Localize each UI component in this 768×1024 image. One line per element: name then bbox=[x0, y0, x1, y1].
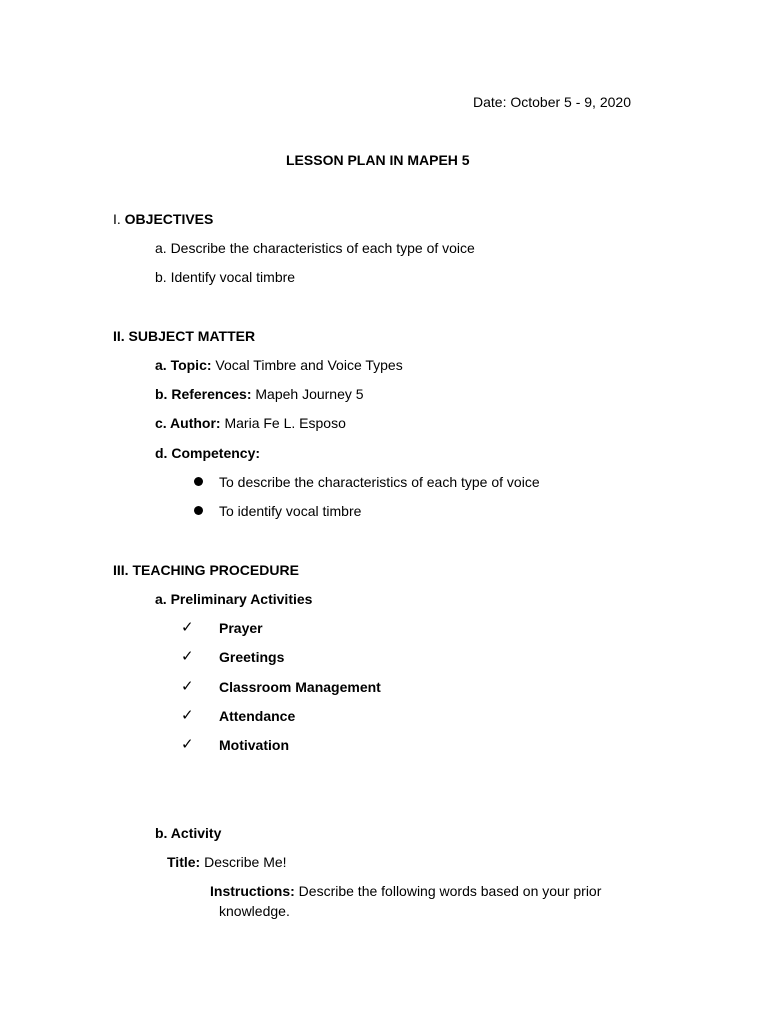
teaching-procedure-heading: III. TEACHING PROCEDURE bbox=[113, 562, 299, 578]
topic-line bbox=[155, 356, 403, 374]
instructions-continued: knowledge. bbox=[219, 903, 290, 919]
objectives-heading bbox=[113, 210, 213, 228]
references-line bbox=[155, 385, 364, 403]
preliminary-item: Attendance bbox=[219, 708, 296, 724]
author-line bbox=[155, 414, 346, 432]
competency-item: To describe the characteristics of each type of voice bbox=[219, 474, 540, 490]
instructions-line bbox=[210, 882, 601, 900]
bullet-icon bbox=[194, 506, 203, 515]
objective-item: a. Describe the characteristics of each type of voice bbox=[155, 240, 475, 256]
checkmark-icon: ✓ bbox=[181, 706, 194, 724]
checkmark-icon: ✓ bbox=[181, 677, 194, 695]
preliminary-item: Motivation bbox=[219, 737, 289, 753]
author-label: c. Author: bbox=[155, 415, 221, 431]
page-title: LESSON PLAN IN MAPEH 5 bbox=[286, 152, 470, 168]
checkmark-icon: ✓ bbox=[181, 647, 194, 665]
activity-label: b. Activity bbox=[155, 825, 222, 841]
instructions-label: Instructions: bbox=[210, 883, 295, 899]
objectives-numeral: I. bbox=[113, 211, 121, 227]
competency-item: To identify vocal timbre bbox=[219, 503, 362, 519]
subject-matter-heading: II. SUBJECT MATTER bbox=[113, 328, 256, 344]
competency-label: d. Competency: bbox=[155, 445, 261, 461]
instructions-text: Describe the following words based on your prior bbox=[298, 883, 602, 899]
preliminary-item: Prayer bbox=[219, 620, 263, 636]
checkmark-icon: ✓ bbox=[181, 735, 194, 753]
topic-label: a. Topic: bbox=[155, 357, 212, 373]
activity-title-value: Describe Me! bbox=[204, 854, 287, 870]
objective-item: b. Identify vocal timbre bbox=[155, 269, 296, 285]
objectives-title: OBJECTIVES bbox=[124, 211, 214, 227]
references-value: Mapeh Journey 5 bbox=[255, 386, 364, 402]
preliminary-item: Greetings bbox=[219, 649, 285, 665]
activity-title-line bbox=[167, 853, 287, 871]
checkmark-icon: ✓ bbox=[181, 618, 194, 636]
bullet-icon bbox=[194, 477, 203, 486]
topic-value: Vocal Timbre and Voice Types bbox=[215, 357, 403, 373]
activity-title-label: Title: bbox=[167, 854, 201, 870]
date-line: Date: October 5 - 9, 2020 bbox=[473, 94, 631, 110]
preliminary-item: Classroom Management bbox=[219, 679, 381, 695]
author-value: Maria Fe L. Esposo bbox=[224, 415, 346, 431]
preliminary-activities-label: a. Preliminary Activities bbox=[155, 591, 313, 607]
references-label: b. References: bbox=[155, 386, 252, 402]
